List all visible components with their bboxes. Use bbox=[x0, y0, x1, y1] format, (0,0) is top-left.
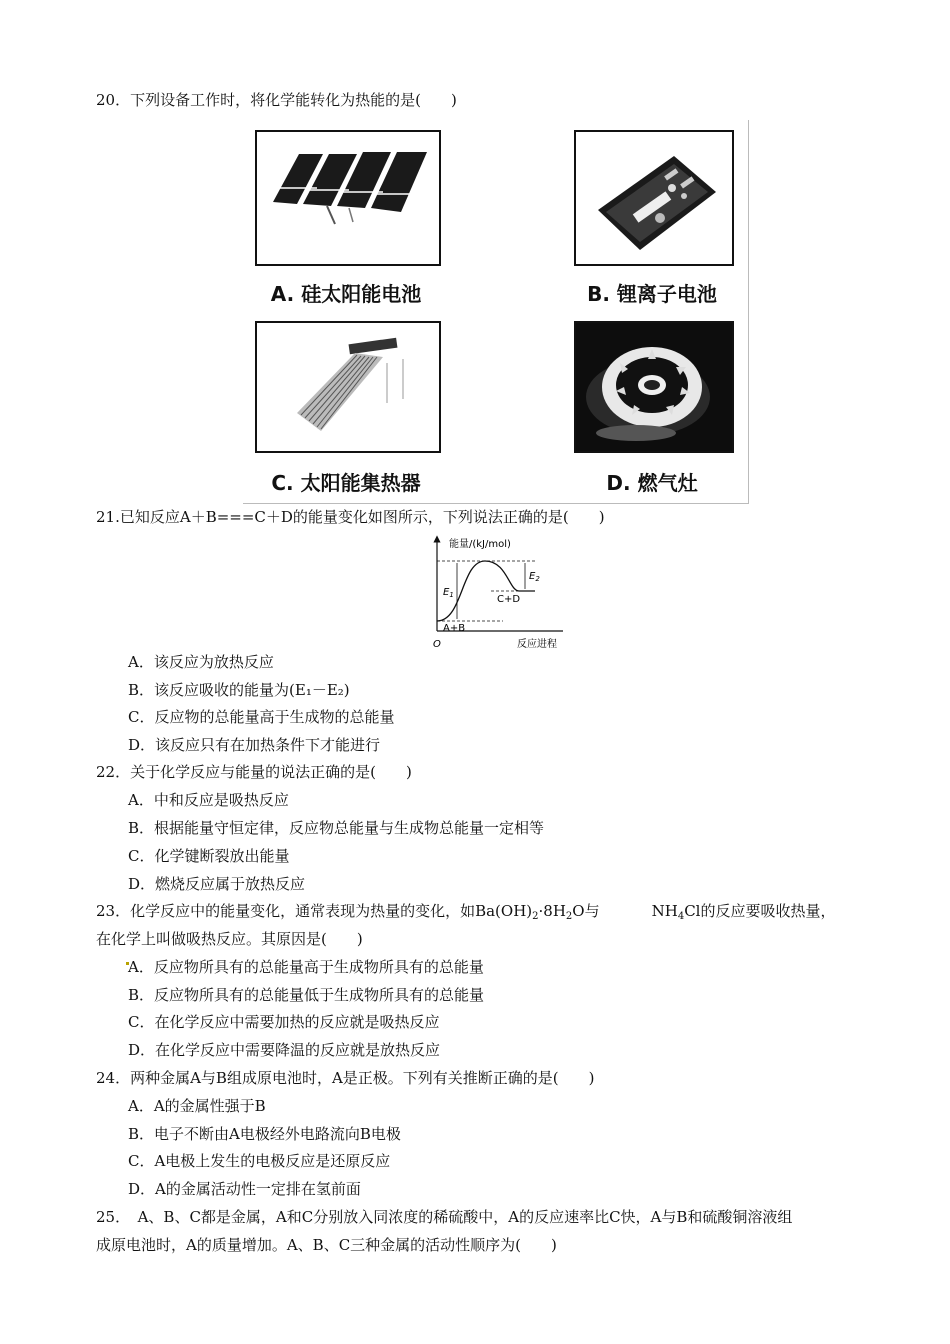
q20-figure bbox=[243, 120, 749, 504]
q23-stem-line1: 23．化学反应中的能量变化，通常表现为热量的变化，如$Ba(OH)_2\cdot 8H_2O$与 $NH_4Cl$的反应要吸收热量， bbox=[96, 902, 836, 922]
q21-option-b: B．该反应吸收的能量为(E₁－E₂) bbox=[128, 681, 350, 699]
e1-label: $E_1$ bbox=[443, 587, 454, 599]
q21-stem: 21.已知反应A＋B===C＋D的能量变化如图所示，下列说法正确的是( ) bbox=[96, 508, 605, 526]
q22-option-a: A．中和反应是吸热反应 bbox=[128, 791, 289, 809]
caption-d: D. 燃气灶 bbox=[606, 471, 698, 495]
q23-option-d: D．在化学反应中需要降温的反应就是放热反应 bbox=[128, 1041, 441, 1059]
q24-option-b: B．电子不断由A电极经外电路流向B电极 bbox=[128, 1125, 401, 1143]
q23-option-c: C．在化学反应中需要加热的反应就是吸热反应 bbox=[128, 1013, 440, 1031]
q24-option-c: C．A电极上发生的电极反应是还原反应 bbox=[128, 1152, 391, 1170]
q22-option-c: C．化学键断裂放出能量 bbox=[128, 847, 290, 865]
products-label: C+D bbox=[497, 594, 521, 605]
gas-stove-image bbox=[574, 321, 734, 453]
caption-c: C. 太阳能集热器 bbox=[271, 471, 421, 495]
battery-image bbox=[574, 130, 734, 266]
q21-option-a: A．该反应为放热反应 bbox=[128, 653, 274, 671]
y-axis-label: 能量/(kJ/mol) bbox=[449, 539, 511, 550]
q21-option-d: D．该反应只有在加热条件下才能进行 bbox=[128, 736, 381, 754]
solar-panel-image bbox=[255, 130, 441, 266]
q21-option-c: C．反应物的总能量高于生成物的总能量 bbox=[128, 708, 395, 726]
q20-stem: 20．下列设备工作时，将化学能转化为热能的是( ) bbox=[96, 91, 457, 109]
origin-label: O bbox=[433, 639, 441, 650]
e2-label: $E_2$ bbox=[529, 571, 540, 583]
q23-option-a: A．反应物所具有的总能量高于生成物所具有的总能量 bbox=[128, 958, 484, 976]
q22-stem: 22．关于化学反应与能量的说法正确的是( ) bbox=[96, 763, 412, 781]
q22-option-b: B．根据能量守恒定律，反应物总能量与生成物总能量一定相等 bbox=[128, 819, 545, 837]
caption-a: A. 硅太阳能电池 bbox=[270, 282, 422, 306]
q24-option-a: A．A的金属性强于B bbox=[128, 1097, 266, 1115]
q23-stem-line2: 在化学上叫做吸热反应。其原因是( ) bbox=[96, 930, 363, 948]
q22-option-d: D．燃烧反应属于放热反应 bbox=[128, 875, 306, 893]
x-axis-label: 反应进程 bbox=[517, 639, 557, 650]
q24-option-d: D．A的金属活动性一定排在氢前面 bbox=[128, 1180, 361, 1198]
energy-diagram bbox=[423, 531, 568, 656]
q24-stem: 24．两种金属A与B组成原电池时，A是正极。下列有关推断正确的是( ) bbox=[96, 1069, 595, 1087]
reactants-label: A+B bbox=[443, 623, 466, 634]
q25-stem-line1: 25． A、B、C都是金属，A和C分别放入同浓度的稀硫酸中，A的反应速率比C快，A与B和硫酸铜溶液组 bbox=[96, 1208, 793, 1226]
q25-stem-line2: 成原电池时，A的质量增加。A、B、C三种金属的活动性顺序为( ) bbox=[96, 1236, 557, 1254]
solar-heater-image bbox=[255, 321, 441, 453]
caption-b: B. 锂离子电池 bbox=[587, 282, 717, 306]
q23-option-b: B．反应物所具有的总能量低于生成物所具有的总能量 bbox=[128, 986, 485, 1004]
